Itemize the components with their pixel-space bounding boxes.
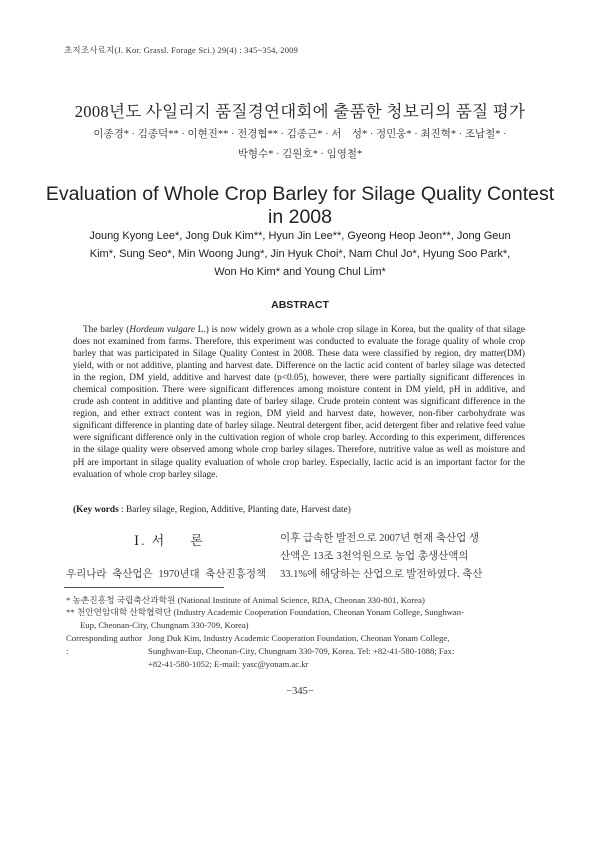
footnote-affiliation-1: * 농촌진흥청 국립축산과학원 (National Institute of Animal Science, RDA, Cheonan 330-801, Korea) — [66, 595, 425, 605]
corresponding-author-line-3: +82-41-580-1052; E-mail: yasc@yonam.ac.kr — [148, 659, 309, 669]
abstract-heading: ABSTRACT — [271, 299, 329, 311]
footnote-divider — [64, 587, 224, 588]
english-authors-line-3: Won Ho Kim* and Young Chul Lim* — [214, 266, 386, 278]
corresponding-author-line-2: Sunghwan-Eup, Cheonan-City, Chungnam 330-709, Korea. Tel: +82-41-580-1088; Fax: — [148, 646, 455, 656]
corresponding-author-line-1: Jong Duk Kim, Industry Academic Cooperation Foundation, Cheonan Yonam College, — [148, 633, 450, 643]
section-heading — [134, 530, 205, 549]
corresponding-author-label: Corresponding author : — [66, 633, 143, 656]
abstract-text-rest: L.) is now widely grown as a whole crop silage in Korea, but the quality of that silage does not examined from farms. Therefore, this experiment was conducted to evaluate the forage quality of whole crop barley that was participated in Silage Quality Contest in 2008. These data were classified by region, dry matter(DM) yield, with or not additive, planting and harvest date. Difference on the lactic acid content of barley silage was detected in the region, DM yield, additive and harvest date (p<0.05), however, there were partially significant differences in chemical composition. There were significant differences among moisture content in DM yield, pH in additive, and crude ash content in additive and planting date of barley silage. Crude protein content was significant difference in the region, and ether extract content was in region, DM yield and harvest date, however, non-fiber carbohydrate was significant difference in planting date of barley silage. Neutral detergent fiber, acid detergent fiber and relative feed value were significant difference only in the cultivation region of whole crop barley. According to this experiment, differences in the silage quality were observed among whole crop barley silages. Therefore, nutritive value as well as moisture and pH are important in silage quality evaluation of whole crop barley. Especially, lactic acid is an important factor for the evaluation of whole crop barley silage. — [73, 325, 525, 480]
section-title: 론 — [190, 533, 205, 548]
abstract-body — [73, 324, 525, 481]
korean-authors-line-1: 이종경* · 김종덕** · 이현진** · 전경협** · 김종근* · 서 성* · 정민웅* · 최진혁* · 조남철* · — [93, 129, 507, 140]
species-name: Hordeum vulgare — [129, 325, 195, 335]
english-title-line-1: Evaluation of Whole Crop Barley for Silage Quality Contest — [45, 183, 555, 205]
body-right-line-2: 산액은 13조 3천억원으로 농업 총생산액의 — [280, 551, 469, 562]
body-left-line-1: 우리나라 축산업은 1970년대 축산진흥정책 — [66, 569, 267, 580]
footnote-affiliation-2-cont: Eup, Cheonan-City, Chungnam 330-709, Korea) — [80, 620, 249, 630]
abstract-text-start: The barley ( — [83, 325, 130, 335]
body-right-line-3: 33.1%에 해당하는 산업으로 발전하였다. 축산 — [280, 569, 483, 580]
keywords-label: (Key words — [73, 505, 119, 515]
korean-title: 2008년도 사일리지 품질경연대회에 출품한 청보리의 품질 평가 — [74, 102, 526, 121]
footnote-affiliation-2: ** 천안연암대학 산학협력단 (Industry Academic Cooperation Foundation, Cheonan Yonam College, Sunghwan- — [66, 607, 465, 617]
english-title-line-2: in 2008 — [268, 206, 332, 228]
journal-header: 초지조사료지(J. Kor. Grassl. Forage Sci.) 29(4) : 345~354, 2009 — [64, 45, 299, 55]
english-authors-line-1: Joung Kyong Lee*, Jong Duk Kim**, Hyun Jin Lee**, Gyeong Heop Jeon**, Jong Geun — [89, 230, 511, 242]
english-authors-line-2: Kim*, Sung Seo*, Min Woong Jung*, Jin Hyuk Choi*, Nam Chul Jo*, Hyung Soo Park*, — [89, 248, 511, 260]
keywords-text: : Barley silage, Region, Additive, Planting date, Harvest date) — [118, 505, 351, 515]
section-number: Ⅰ. 서 — [134, 533, 167, 548]
page-number: −345− — [286, 686, 314, 697]
korean-authors-line-2: 박형수* · 김원호* · 임영철* — [237, 149, 363, 160]
keywords — [73, 504, 525, 516]
body-right-line-1: 이후 급속한 발전으로 2007년 현재 축산업 생 — [280, 533, 480, 544]
